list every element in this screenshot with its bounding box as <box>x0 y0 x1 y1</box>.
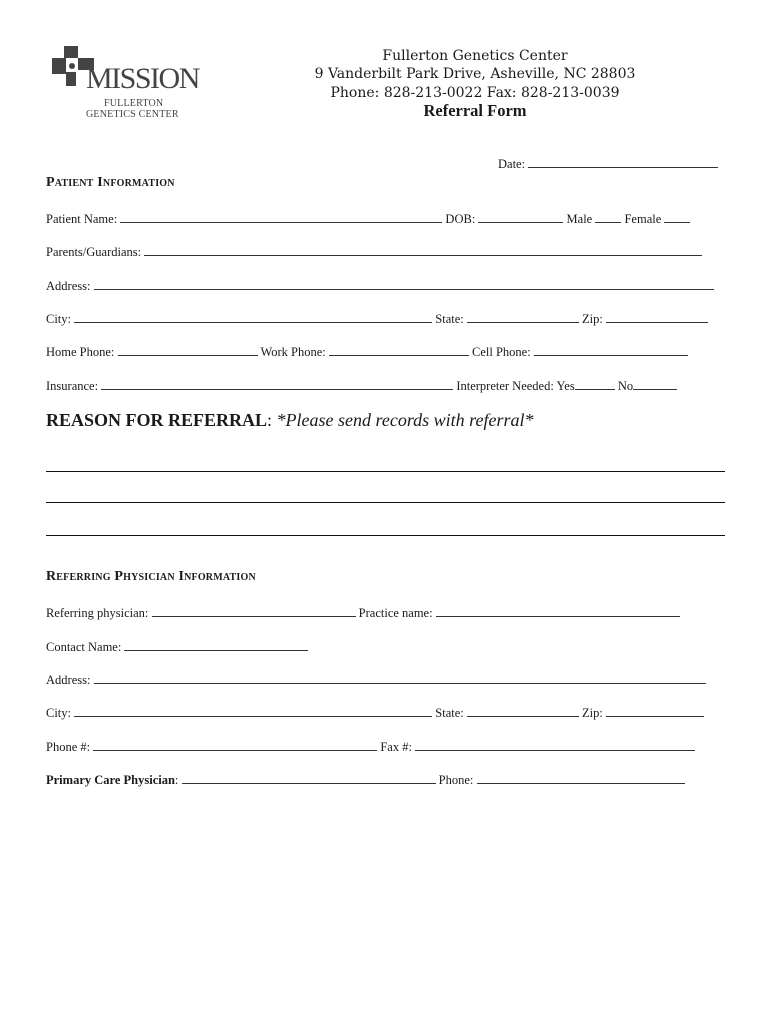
referral-note: *Please send records with referral* <box>276 410 534 430</box>
dob-label: DOB: <box>445 212 476 226</box>
patient-address-field[interactable] <box>94 278 714 290</box>
date-row <box>498 156 718 172</box>
patient-address-label: Address: <box>46 279 91 293</box>
work-phone-field[interactable] <box>329 344 469 356</box>
physician-phone-row <box>46 739 695 755</box>
physician-address-field[interactable] <box>94 672 706 684</box>
physician-phone-label: Phone #: <box>46 740 91 754</box>
physician-city-row <box>46 705 704 721</box>
physician-address-row <box>46 672 706 688</box>
practice-name-label: Practice name: <box>358 606 433 620</box>
physician-zip-field[interactable] <box>606 705 704 717</box>
interpreter-label: Interpreter Needed: <box>456 379 554 393</box>
patient-city-field[interactable] <box>74 311 432 323</box>
patient-zip-field[interactable] <box>606 311 708 323</box>
physician-zip-label: Zip: <box>581 706 603 720</box>
logo-brand: MISSION <box>86 62 199 95</box>
referral-line-3[interactable] <box>46 535 725 536</box>
referral-heading-row <box>46 410 534 431</box>
referral-line-2[interactable] <box>46 502 725 503</box>
yes-field[interactable] <box>575 378 615 390</box>
mission-logo <box>50 44 199 124</box>
patient-address-row <box>46 278 714 294</box>
insurance-row <box>46 378 677 394</box>
physician-state-label: State: <box>435 706 464 720</box>
contact-row <box>46 639 308 655</box>
insurance-label: Insurance: <box>46 379 99 393</box>
cell-phone-label: Cell Phone: <box>472 345 531 359</box>
pcp-field[interactable] <box>182 772 436 784</box>
female-field[interactable] <box>664 211 690 223</box>
yes-label: Yes <box>556 379 575 393</box>
physician-info-heading: Referring Physician Information <box>46 569 256 584</box>
home-phone-field[interactable] <box>118 344 258 356</box>
female-label: Female <box>624 212 662 226</box>
physician-city-field[interactable] <box>74 705 432 717</box>
insurance-field[interactable] <box>101 378 453 390</box>
contact-name-field[interactable] <box>124 639 308 651</box>
male-label: Male <box>566 212 593 226</box>
pcp-row <box>46 772 685 788</box>
physician-fax-label: Fax #: <box>380 740 412 754</box>
patient-zip-label: Zip: <box>581 312 603 326</box>
physician-fax-field[interactable] <box>415 739 695 751</box>
patient-name-label: Patient Name: <box>46 212 118 226</box>
no-field[interactable] <box>633 378 677 390</box>
male-field[interactable] <box>595 211 621 223</box>
parents-field[interactable] <box>144 244 702 256</box>
patient-city-label: City: <box>46 312 72 326</box>
referral-heading: REASON FOR REFERRAL <box>46 410 268 430</box>
patient-state-field[interactable] <box>467 311 579 323</box>
patient-phone-row <box>46 344 688 360</box>
referring-row <box>46 605 680 621</box>
patient-name-row <box>46 211 690 227</box>
physician-state-field[interactable] <box>467 705 579 717</box>
pcp-label: Primary Care Physician <box>46 773 175 787</box>
org-address: 9 Vanderbilt Park Drive, Asheville, NC 28803 <box>314 66 636 82</box>
dob-field[interactable] <box>478 211 563 223</box>
referral-line-1[interactable] <box>46 471 725 472</box>
patient-info-heading: Patient Information <box>46 175 175 190</box>
physician-city-label: City: <box>46 706 72 720</box>
form-title: Referral Form <box>423 101 527 120</box>
pcp-colon: : <box>174 773 179 787</box>
org-name: Fullerton Genetics Center <box>382 48 568 64</box>
pcp-phone-field[interactable] <box>477 772 685 784</box>
parents-row <box>46 244 702 260</box>
contact-name-label: Contact Name: <box>46 640 122 654</box>
physician-address-label: Address: <box>46 673 91 687</box>
referring-physician-field[interactable] <box>152 605 356 617</box>
org-phone-fax: Phone: 828-213-0022 Fax: 828-213-0039 <box>330 85 620 101</box>
work-phone-label: Work Phone: <box>260 345 326 359</box>
date-label: Date: <box>498 157 526 171</box>
patient-name-field[interactable] <box>120 211 442 223</box>
patient-state-label: State: <box>435 312 464 326</box>
referral-colon: : <box>267 410 277 430</box>
logo-line2: GENETICS CENTER <box>86 109 179 120</box>
practice-name-field[interactable] <box>436 605 680 617</box>
physician-phone-field[interactable] <box>93 739 377 751</box>
date-field[interactable] <box>528 156 718 168</box>
parents-label: Parents/Guardians: <box>46 245 142 259</box>
home-phone-label: Home Phone: <box>46 345 115 359</box>
patient-city-row <box>46 311 708 327</box>
cell-phone-field[interactable] <box>534 344 688 356</box>
pcp-phone-label: Phone: <box>438 773 474 787</box>
logo-line1: FULLERTON <box>104 98 164 109</box>
no-label: No <box>617 379 634 393</box>
referring-physician-label: Referring physician: <box>46 606 149 620</box>
